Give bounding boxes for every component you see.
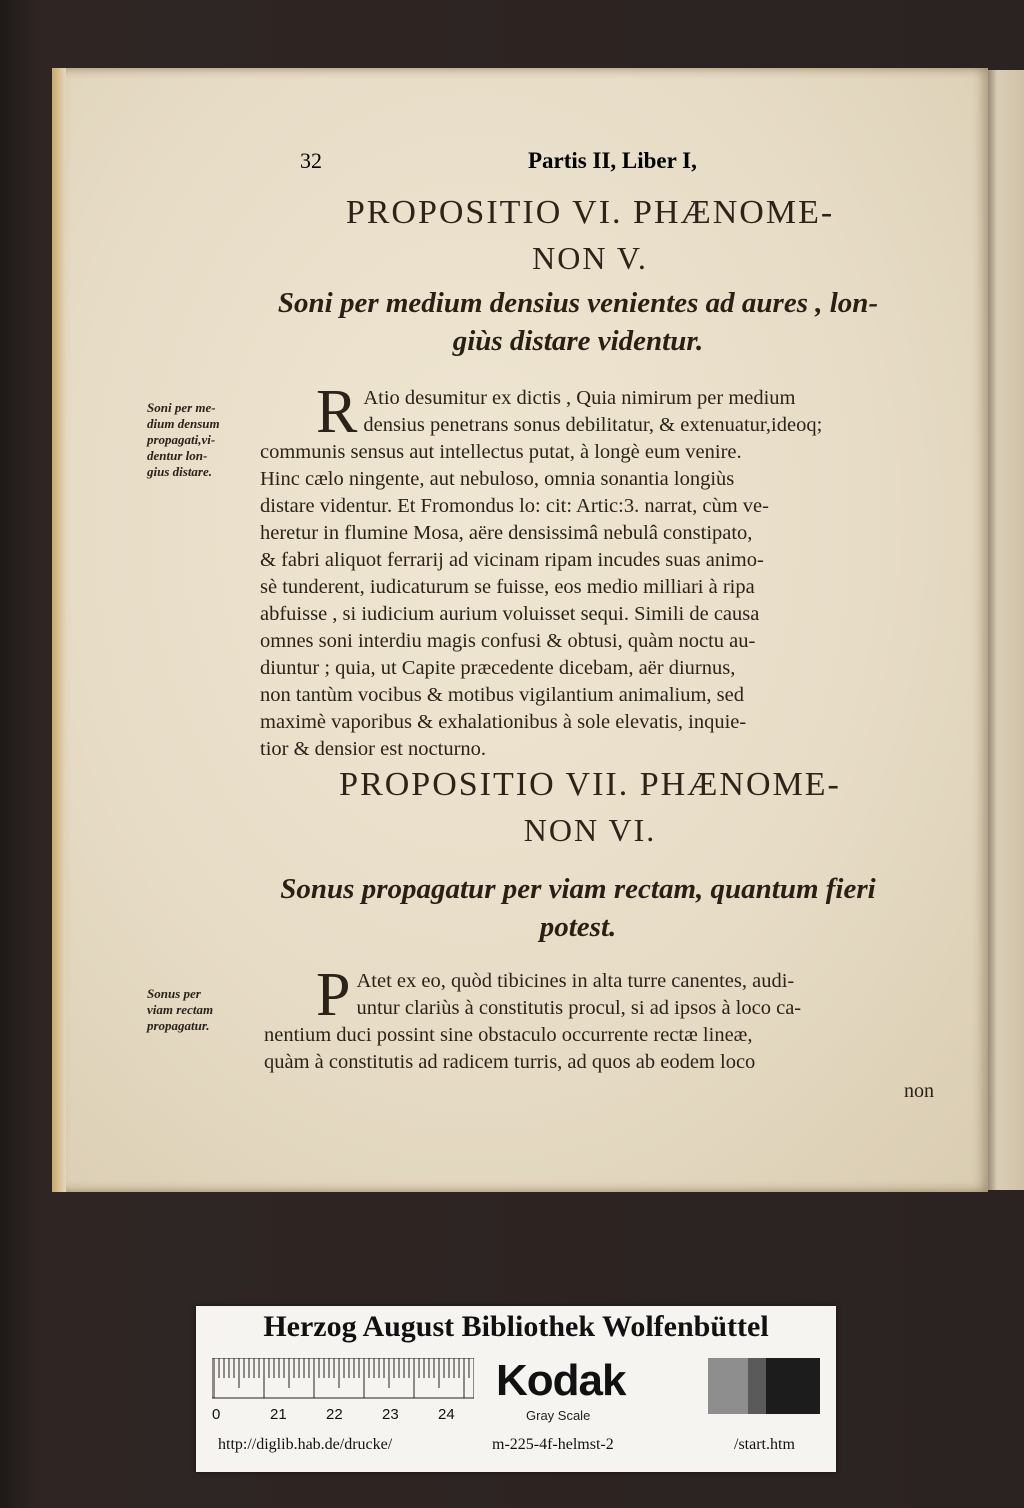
- ruler-numbers: 0 21 22 23 24: [212, 1406, 455, 1423]
- url-right: /start.htm: [734, 1436, 795, 1453]
- page-number: 32: [300, 148, 322, 173]
- gray-swatch-dark: [766, 1358, 820, 1414]
- drop-cap: R: [316, 378, 358, 446]
- gray-scale-label: Gray Scale: [526, 1408, 591, 1423]
- margin-note-prop7: Sonus per viam rectam propagatur.: [147, 986, 214, 1033]
- page-gutter: [52, 68, 66, 1192]
- ruler-scale: [212, 1358, 474, 1408]
- page-header: [300, 148, 800, 182]
- url-left: http://diglib.hab.de/drucke/: [218, 1436, 393, 1453]
- gray-swatch-mid: [748, 1358, 766, 1414]
- gray-swatch-light: [708, 1358, 748, 1414]
- proposition-7-title: PROPOSITIO VII. PHÆNOME- NON VI.: [339, 766, 841, 848]
- proposition-6-title: PROPOSITIO VI. PHÆNOME- NON V.: [345, 194, 835, 276]
- library-name: Herzog August Bibliothek Wolfenbüttel: [263, 1310, 769, 1343]
- running-head: Partis II, Liber I,: [528, 148, 697, 173]
- kodak-logo: Kodak: [496, 1356, 626, 1405]
- proposition-6-statement: Soni per medium densius venientes ad aures , lon- giùs distare videntur.: [277, 287, 879, 357]
- proposition-7-body: P Atet ex eo, quòd tibicines in alta turre canentes, audi- untur clariùs à constitutis procul, si ad ipsos à loco ca- nentium duci possint sine obstaculo occurrente rectæ lineæ, quàm à constitutis ad radicem turris, ad quos ab eodem loco: [264, 961, 802, 1073]
- proposition-7-statement: Sonus propagatur per viam rectam, quantum fieri potest.: [280, 873, 876, 943]
- catchword: non: [904, 1080, 934, 1102]
- proposition-6-body: R Atio desumitur ex dictis , Quia nimirum per medium densius penetrans sonus debilitatur, & extenuatur,ideoq; communis sensus aut intellectus putat, à longè eum venire. Hinc cælo ningente, aut nebuloso, omnia sonantia longiùs distare videntur. Et Fromondus lo: cit: Artic:3. narrat, cùm ve- heretur in flumine Mosa, aëre densissimâ nebulâ constipato, & fabri aliquot ferrarij ad vicinam ripam incudes suas animo- sè tunderent, iudicaturum se fuisse, eos medio milliari à ripa abfuisse , si iudicium aurium voluisset sequi. Simili de causa omnes soni interdiu magis confusi & obtusi, quàm noctu au- diuntur ; quia, ut Capite præcedente dicebam, aër diurnus, non tantùm vocibus & motibus vigilantium animalium, sed maximè vaporibus & exhalationibus à sole elevatis, inquie- tior & densior est nocturno.: [260, 378, 823, 760]
- drop-cap: P: [316, 961, 351, 1029]
- url-middle: m-225-4f-helmst-2: [492, 1436, 614, 1453]
- facing-page-edge: [986, 70, 1024, 1190]
- library-color-card: [196, 1306, 836, 1472]
- margin-note-prop6: Soni per me- dium densum propagati,vi- dentur lon- gius distare.: [147, 400, 220, 479]
